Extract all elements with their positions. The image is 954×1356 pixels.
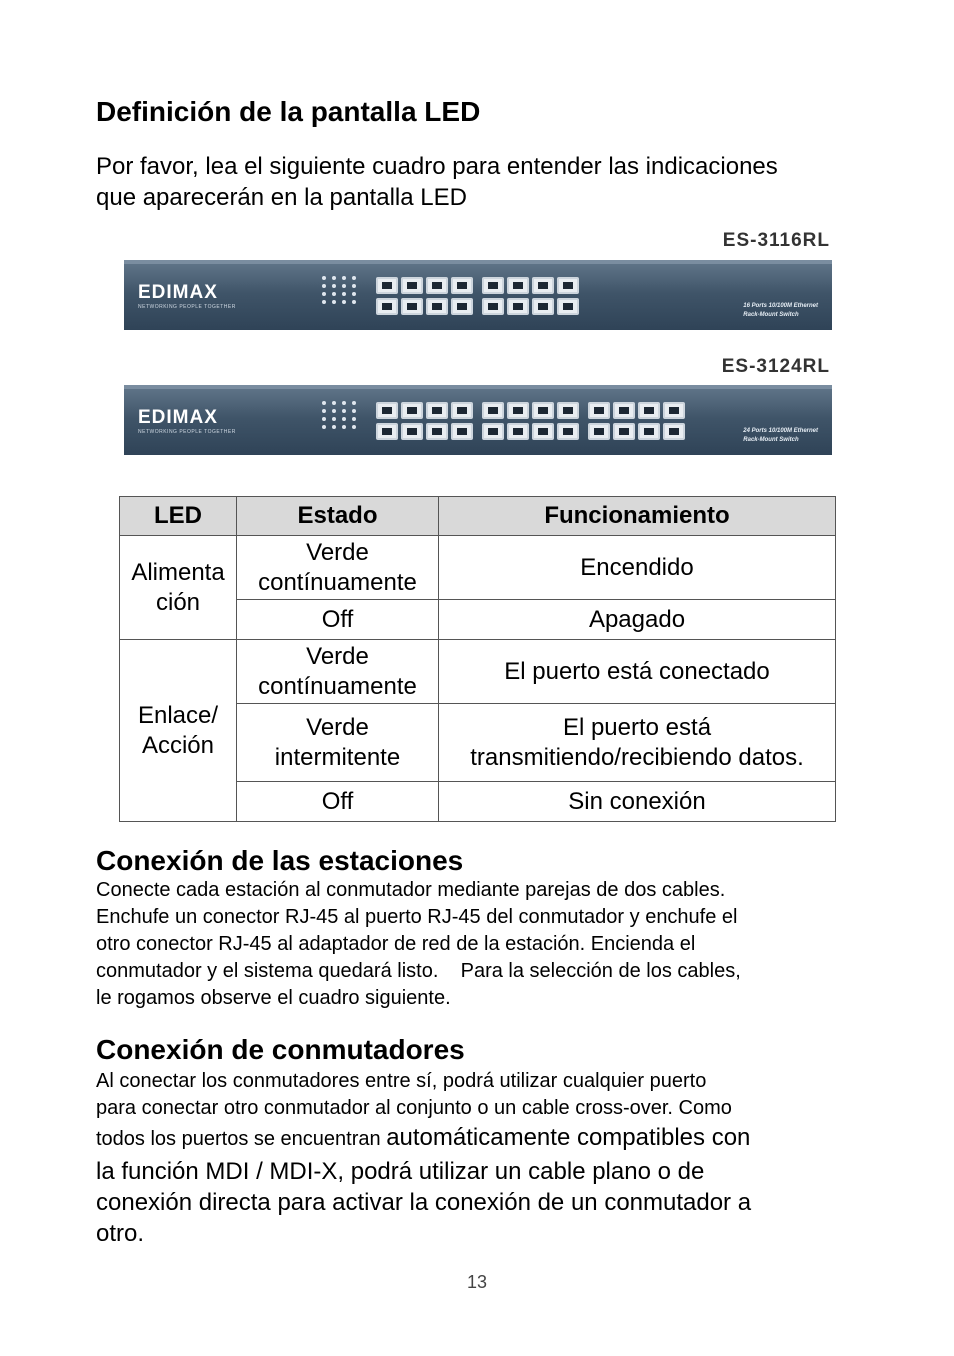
header-led: LED <box>120 497 237 536</box>
edimax-logo: EDIMAX <box>138 282 218 303</box>
state-cell: Verde contínuamente <box>237 640 439 704</box>
header-funcionamiento: Funcionamiento <box>439 497 836 536</box>
brand-tagline: NETWORKING PEOPLE TOGETHER <box>138 429 236 435</box>
switch-image-es3116rl <box>124 260 832 330</box>
state-cell: Off <box>237 782 439 822</box>
function-cell: El puerto está transmitiendo/recibiendo datos. <box>439 704 836 782</box>
state-cell: Verde intermitente <box>237 704 439 782</box>
led-link-cell: Enlace/ Acción <box>120 640 237 822</box>
intro-line-2: que aparecerán en la pantalla LED <box>96 184 467 211</box>
heading-led-definition: Definición de la pantalla LED <box>96 96 481 127</box>
header-estado: Estado <box>237 497 439 536</box>
switch-spec-text: 16 Ports 10/100M Ethernet Rack-Mount Switch <box>743 303 818 318</box>
page-number: 13 <box>466 1272 488 1292</box>
switch-model-label-1: ES-3116RL <box>722 230 830 251</box>
function-cell: El puerto está conectado <box>439 640 836 704</box>
heading-switch-connection: Conexión de conmutadores <box>96 1034 465 1065</box>
led-power-cell: Alimenta ción <box>120 536 237 640</box>
stations-paragraph: Conecte cada estación al conmutador mediante parejas de dos cables. Enchufe un conector RJ-45 al puerto RJ-45 del conmutador y enchufe el otro conector RJ-45 al adaptador de red de la estación. Encienda el conmutador y el sistema quedará listo. Para la selección de los cables, le rogamos observe el cuadro siguiente. <box>96 879 741 1009</box>
state-cell: Off <box>237 600 439 640</box>
switch-spec-text: 24 Ports 10/100M Ethernet Rack-Mount Switch <box>743 428 818 443</box>
function-cell: Apagado <box>439 600 836 640</box>
switches-paragraph: Al conectar los conmutadores entre sí, podrá utilizar cualquier puerto para conectar otro conmutador al conjunto o un cable cross-over. Como todos los puertos se encuentran automáticamente compatibles con la función MDI / MDI-X, podrá utilizar un cable plano o de conexión directa para activar la conexión de un conmutador a otro. <box>96 1070 752 1247</box>
edimax-logo: EDIMAX <box>138 407 218 428</box>
function-cell: Sin conexión <box>439 782 836 822</box>
led-indicator-panel <box>322 401 358 429</box>
rj45-port-array <box>376 402 685 440</box>
rj45-port-array <box>376 277 579 315</box>
switch-model-label-2: ES-3124RL <box>721 356 830 377</box>
led-indicator-panel <box>322 276 358 304</box>
led-status-table <box>119 496 836 822</box>
state-cell: Verde contínuamente <box>237 536 439 600</box>
heading-station-connection: Conexión de las estaciones <box>96 845 464 876</box>
table-row <box>120 536 836 600</box>
function-cell: Encendido <box>439 536 836 600</box>
intro-line-1: Por favor, lea el siguiente cuadro para entender las indicaciones <box>96 153 778 180</box>
brand-tagline: NETWORKING PEOPLE TOGETHER <box>138 304 236 310</box>
table-row <box>120 640 836 704</box>
switch-image-es3124rl <box>124 385 832 455</box>
table-header-row <box>120 497 836 536</box>
